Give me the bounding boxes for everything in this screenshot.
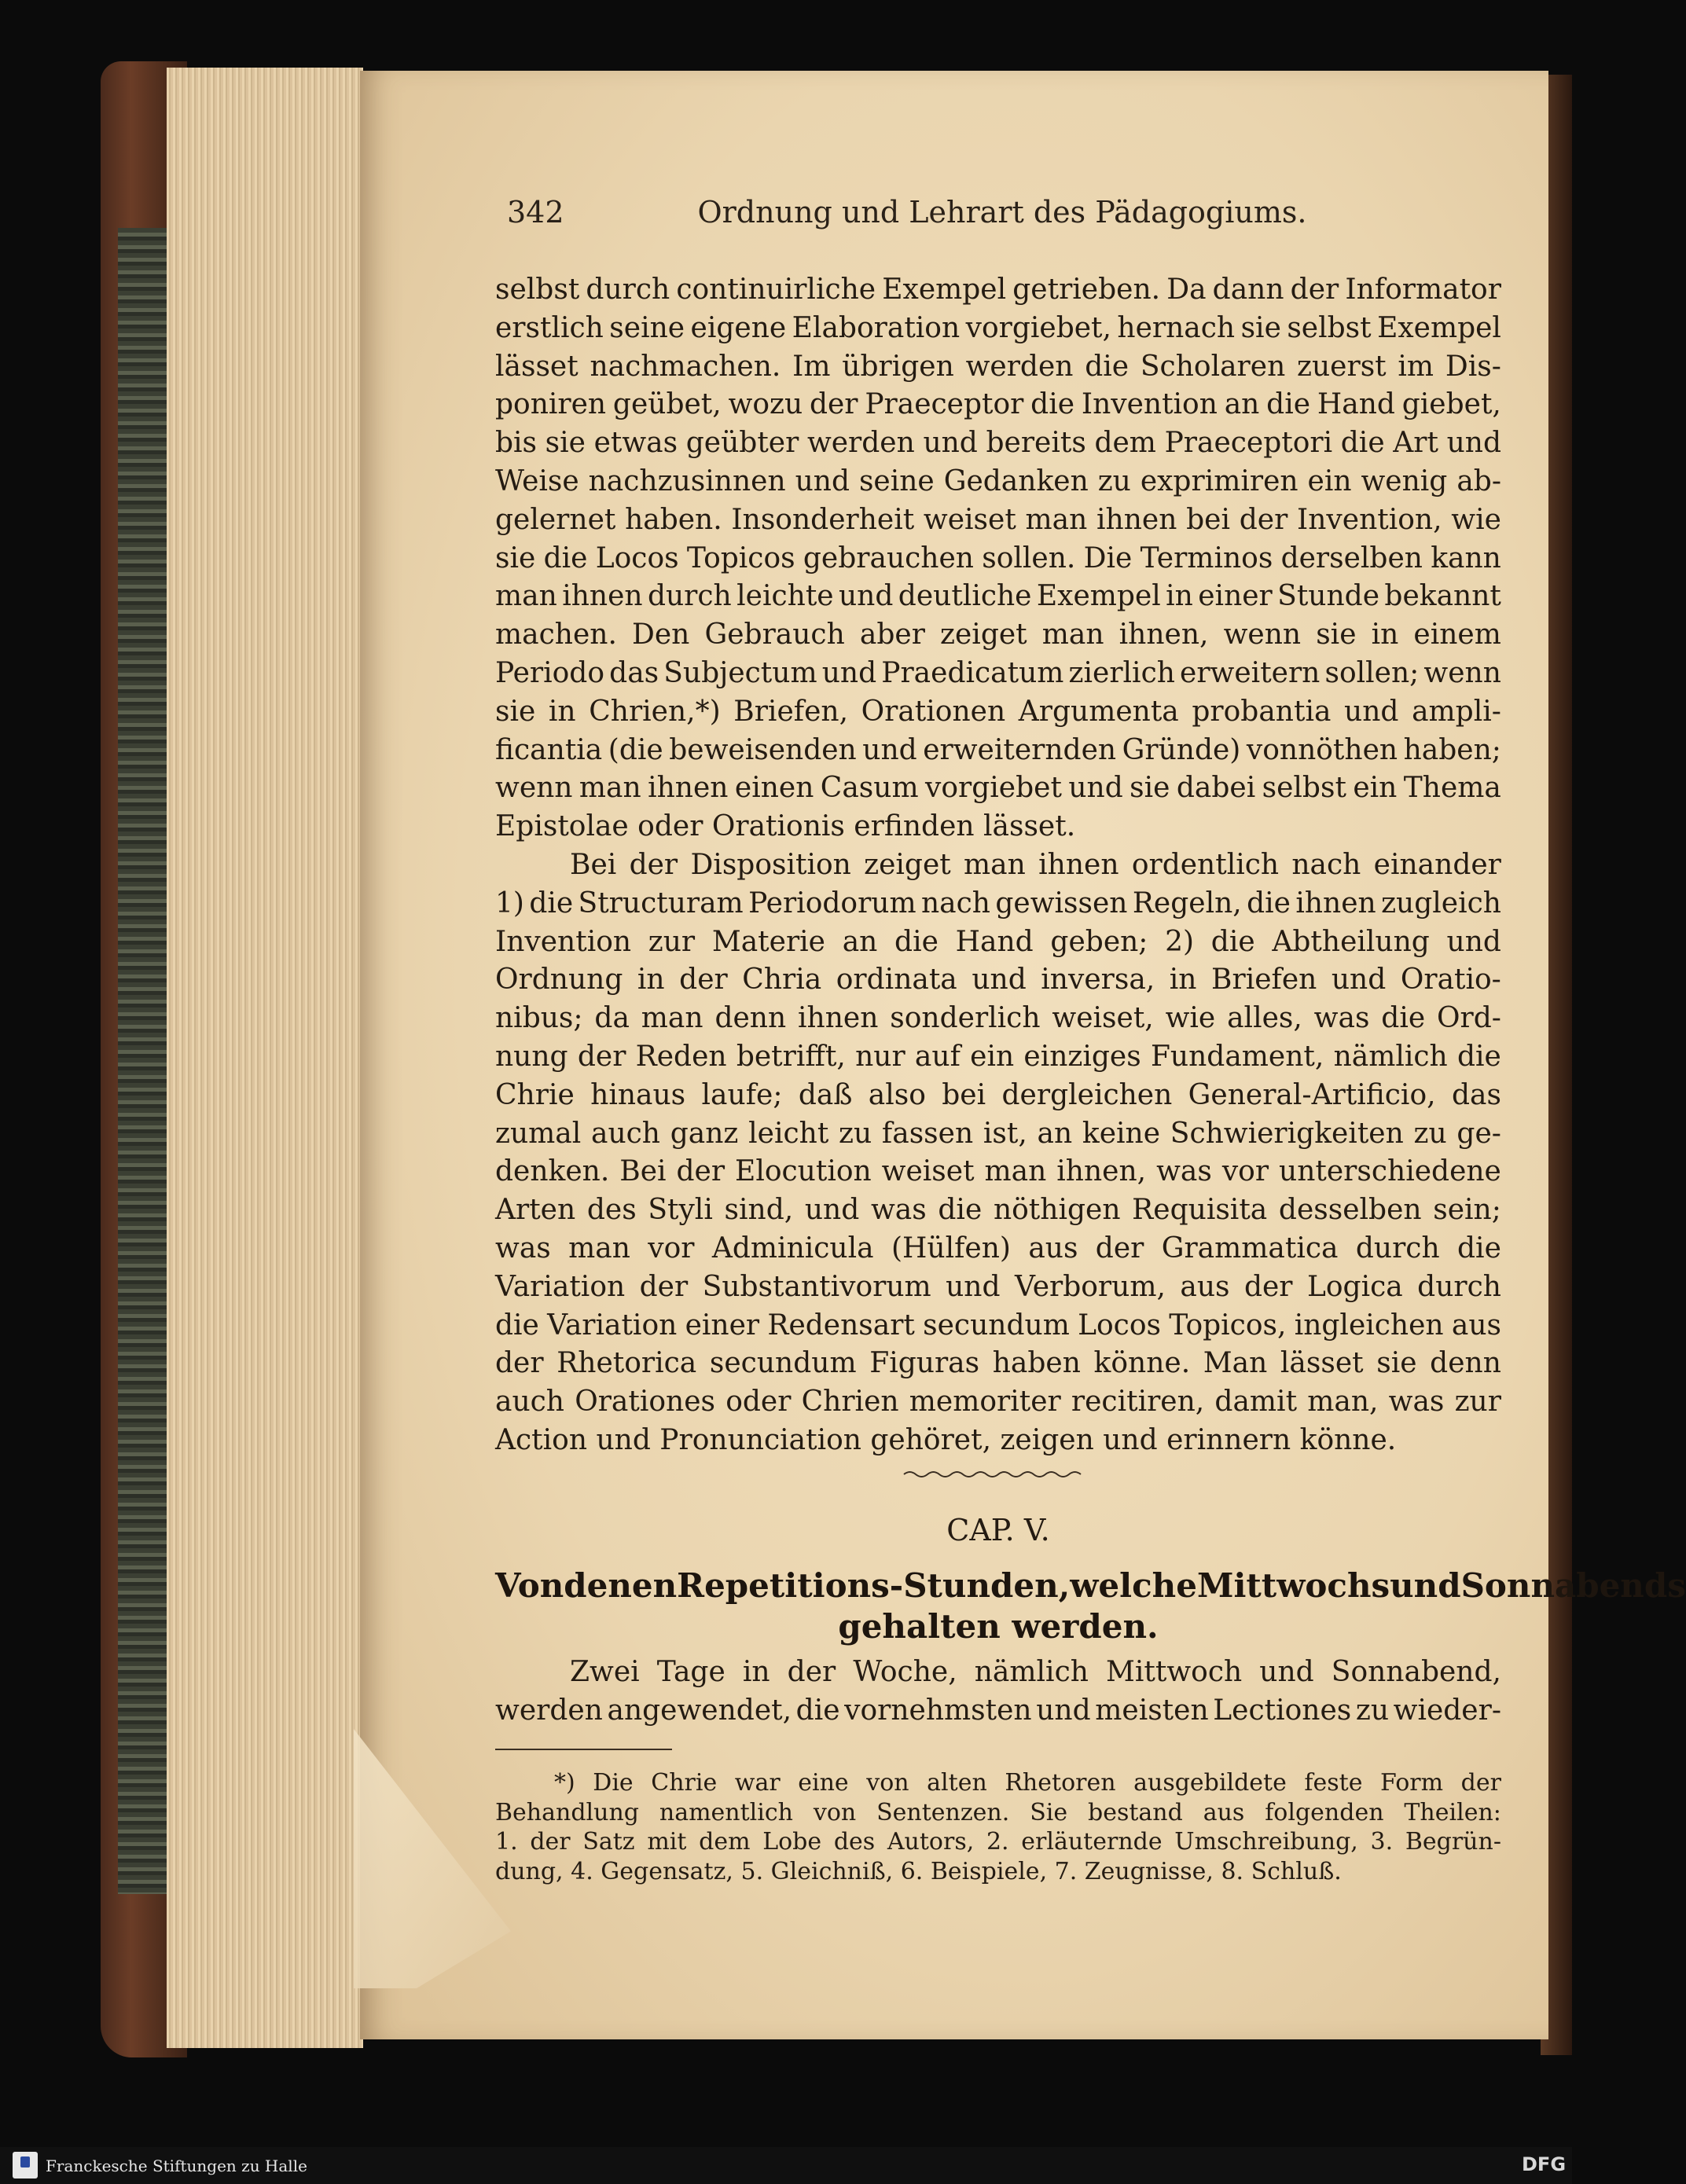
text-line: sie in Chrien,*) Briefen, Orationen Argumenta probantia und ampli- (495, 695, 1501, 728)
chapter-body (495, 1654, 1501, 1731)
page-edges (167, 68, 363, 2048)
text-line: Chrie hinaus laufe; daß also bei dergleichen General-Artificio, das (495, 1078, 1501, 1111)
text-line: gelernet haben. Insonderheit weiset man ihnen bei der Invention, wie (495, 503, 1501, 536)
text-line: Periodo das Subjectum und Praedicatum zierlich erweitern sollen; wenn (495, 656, 1501, 689)
text-line: der Rhetorica secundum Figuras haben könne. Man lässet sie denn (495, 1347, 1501, 1380)
text-line: Action und Pronunciation gehöret, zeigen und erinnern könne. (495, 1423, 1397, 1456)
text-line: Invention zur Materie an die Hand geben; 2) die Abtheilung und (495, 925, 1501, 958)
text-line: Bei der Disposition zeiget man ihnen ordentlich nach einander (570, 848, 1501, 881)
book-spine-cloth (118, 228, 168, 1894)
text-line: lässet nachmachen. Im übrigen werden die Scholaren zuerst im Dis- (495, 350, 1501, 383)
text-line: werden angewendet, die vornehmsten und meisten Lectiones zu wieder- (495, 1694, 1501, 1727)
institution-logo-icon (13, 2152, 38, 2178)
text-line: Weise nachzusinnen und seine Gedanken zu exprimiren ein wenig ab- (495, 464, 1501, 497)
text-line: man ihnen durch leichte und deutliche Exempel in einer Stunde bekannt (495, 580, 1501, 613)
institution-name: Franckesche Stiftungen zu Halle (46, 2156, 307, 2175)
text-line: Ordnung in der Chria ordinata und inversa, in Briefen und Oratio- (495, 964, 1501, 997)
chapter-title-line: gehalten werden. (838, 1607, 1159, 1646)
text-line: was man vor Adminicula (Hülfen) aus der Grammatica durch die (495, 1231, 1501, 1265)
text-line: zumal auch ganz leicht zu fassen ist, an keine Schwierigkeiten zu ge- (495, 1117, 1501, 1150)
page-number: 342 (507, 195, 564, 229)
text-line: Arten des Styli sind, und was die nöthigen Requisita desselben sein; (495, 1194, 1501, 1227)
text-line: 1) die Structuram Periodorum nach gewissen Regeln, die ihnen zugleich (495, 886, 1501, 919)
text-line: nung der Reden betrifft, nur auf ein einziges Fundament, nämlich die (495, 1040, 1501, 1073)
chapter-number: CAP. V. (946, 1513, 1050, 1547)
text-line: auch Orationes oder Chrien memoriter recitiren, damit man, was zur (495, 1386, 1501, 1419)
footnote-line: dung, 4. Gegensatz, 5. Gleichniß, 6. Beispiele, 7. Zeugnisse, 8. Schluß. (495, 1857, 1342, 1885)
chapter-title-line: Von denen Repetitions-Stunden, welche Mittwochs und Sonnabends (495, 1566, 1686, 1605)
text-line: wenn man ihnen einen Casum vorgiebet und sie dabei selbst ein Thema (495, 772, 1501, 805)
page-header (507, 195, 1497, 234)
footnote (495, 1768, 1501, 1886)
text-line: Zwei Tage in der Woche, nämlich Mittwoch und Sonnabend, (570, 1656, 1501, 1688)
chapter-title (495, 1566, 1686, 1647)
footnote-line: *) Die Chrie war eine von alten Rhetoren ausgebildete feste Form der (554, 1769, 1501, 1797)
dfg-logo: DFG (1522, 2153, 1567, 2175)
text-line: Epistolae oder Orationis erfinden lässet. (495, 810, 1076, 843)
footnote-line: Behandlung namentlich von Sentenzen. Sie bestand aus folgenden Theilen: (495, 1798, 1501, 1826)
text-line: denken. Bei der Elocution weiset man ihnen, was vor unterschiedene (495, 1155, 1501, 1188)
running-title: Ordnung und Lehrart des Pädagogiums. (697, 195, 1307, 229)
text-line: erstlich seine eigene Elaboration vorgiebet, hernach sie selbst Exempel (495, 311, 1501, 344)
text-line: sie die Locos Topicos gebrauchen sollen. Die Terminos derselben kann (495, 541, 1501, 574)
text-line: Variation der Substantivorum und Verborum, aus der Logica durch (495, 1270, 1501, 1303)
text-line: ficantia (die beweisenden und erweiternden Gründe) vonnöthen haben; (495, 733, 1501, 766)
footnote-rule (495, 1749, 672, 1750)
text-line: bis sie etwas geübter werden und bereits dem Praeceptori die Art und (495, 427, 1501, 460)
text-line: machen. Den Gebrauch aber zeiget man ihnen, wenn sie in einem (495, 618, 1501, 652)
body-text (495, 271, 1501, 1460)
footnote-line: 1. der Satz mit dem Lobe des Autors, 2. erläuternde Umschreibung, 3. Begrün- (495, 1828, 1501, 1855)
text-line: die Variation einer Redensart secundum Locos Topicos, ingleichen aus (495, 1309, 1501, 1342)
text-line: poniren geübet, wozu der Praeceptor die Invention an die Hand giebet, (495, 388, 1501, 421)
wavy-ornament-rule (904, 1470, 1085, 1479)
text-line: selbst durch continuirliche Exempel getrieben. Da dann der Informator (495, 273, 1501, 306)
text-line: nibus; da man denn ihnen sonderlich weiset, wie alles, was die Ord- (495, 1002, 1501, 1035)
